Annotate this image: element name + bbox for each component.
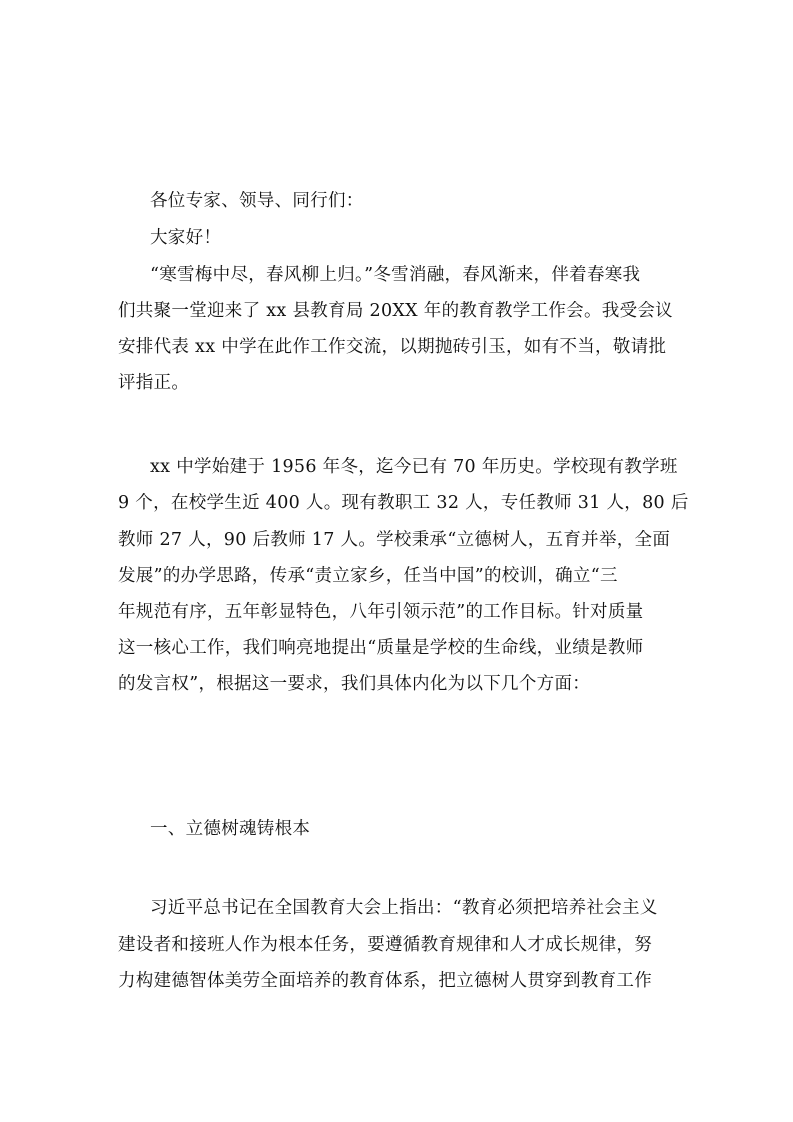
section-heading: 一、立德树魂铸根本 <box>150 819 311 839</box>
salutation: 各位专家、领导、同行们： <box>150 191 364 211</box>
section-paragraph-line: 力构建德智体美劳全面培养的教育体系，把立德树人贯穿到教育工作 <box>118 971 652 991</box>
school-paragraph-line: xx 中学始建于 1956 年冬，迄今已有 70 年历史。学校现有教学班 <box>150 457 678 477</box>
section-paragraph-line: 习近平总书记在全国教育大会上指出：“教育必须把培养社会主义 <box>150 898 658 918</box>
intro-paragraph-line: 们共聚一堂迎来了 xx 县教育局 20XX 年的教育教学工作会。我受会议 <box>118 301 673 321</box>
section-paragraph-line: 建设者和接班人作为根本任务，要遵循教育规律和人才成长规律，努 <box>118 935 652 955</box>
school-paragraph-line: 教师 27 人，90 后教师 17 人。学校秉承“立德树人，五育并举，全面 <box>118 530 671 550</box>
intro-paragraph-line: 安排代表 xx 中学在此作工作交流，以期抛砖引玉，如有不当，敬请批 <box>118 337 667 357</box>
intro-paragraph-line: 评指正。 <box>118 373 190 393</box>
school-paragraph-line: 的发言权”，根据这一要求，我们具体内化为以下几个方面： <box>118 674 591 694</box>
school-paragraph-line: 发展”的办学思路，传承“责立家乡，任当中国”的校训，确立“三 <box>118 566 618 586</box>
greeting: 大家好！ <box>150 228 222 248</box>
intro-paragraph-line: “寒雪梅中尽，春风柳上归。”冬雪消融，春风渐来，伴着春寒我 <box>150 265 641 285</box>
school-paragraph-line: 9 个，在校学生近 400 人。现有教职工 32 人，专任教师 31 人，80 后 <box>118 493 689 513</box>
school-paragraph-line: 这一核心工作，我们响亮地提出“质量是学校的生命线，业绩是教师 <box>118 638 644 658</box>
school-paragraph-line: 年规范有序，五年彰显特色，八年引领示范”的工作目标。针对质量 <box>118 602 644 622</box>
